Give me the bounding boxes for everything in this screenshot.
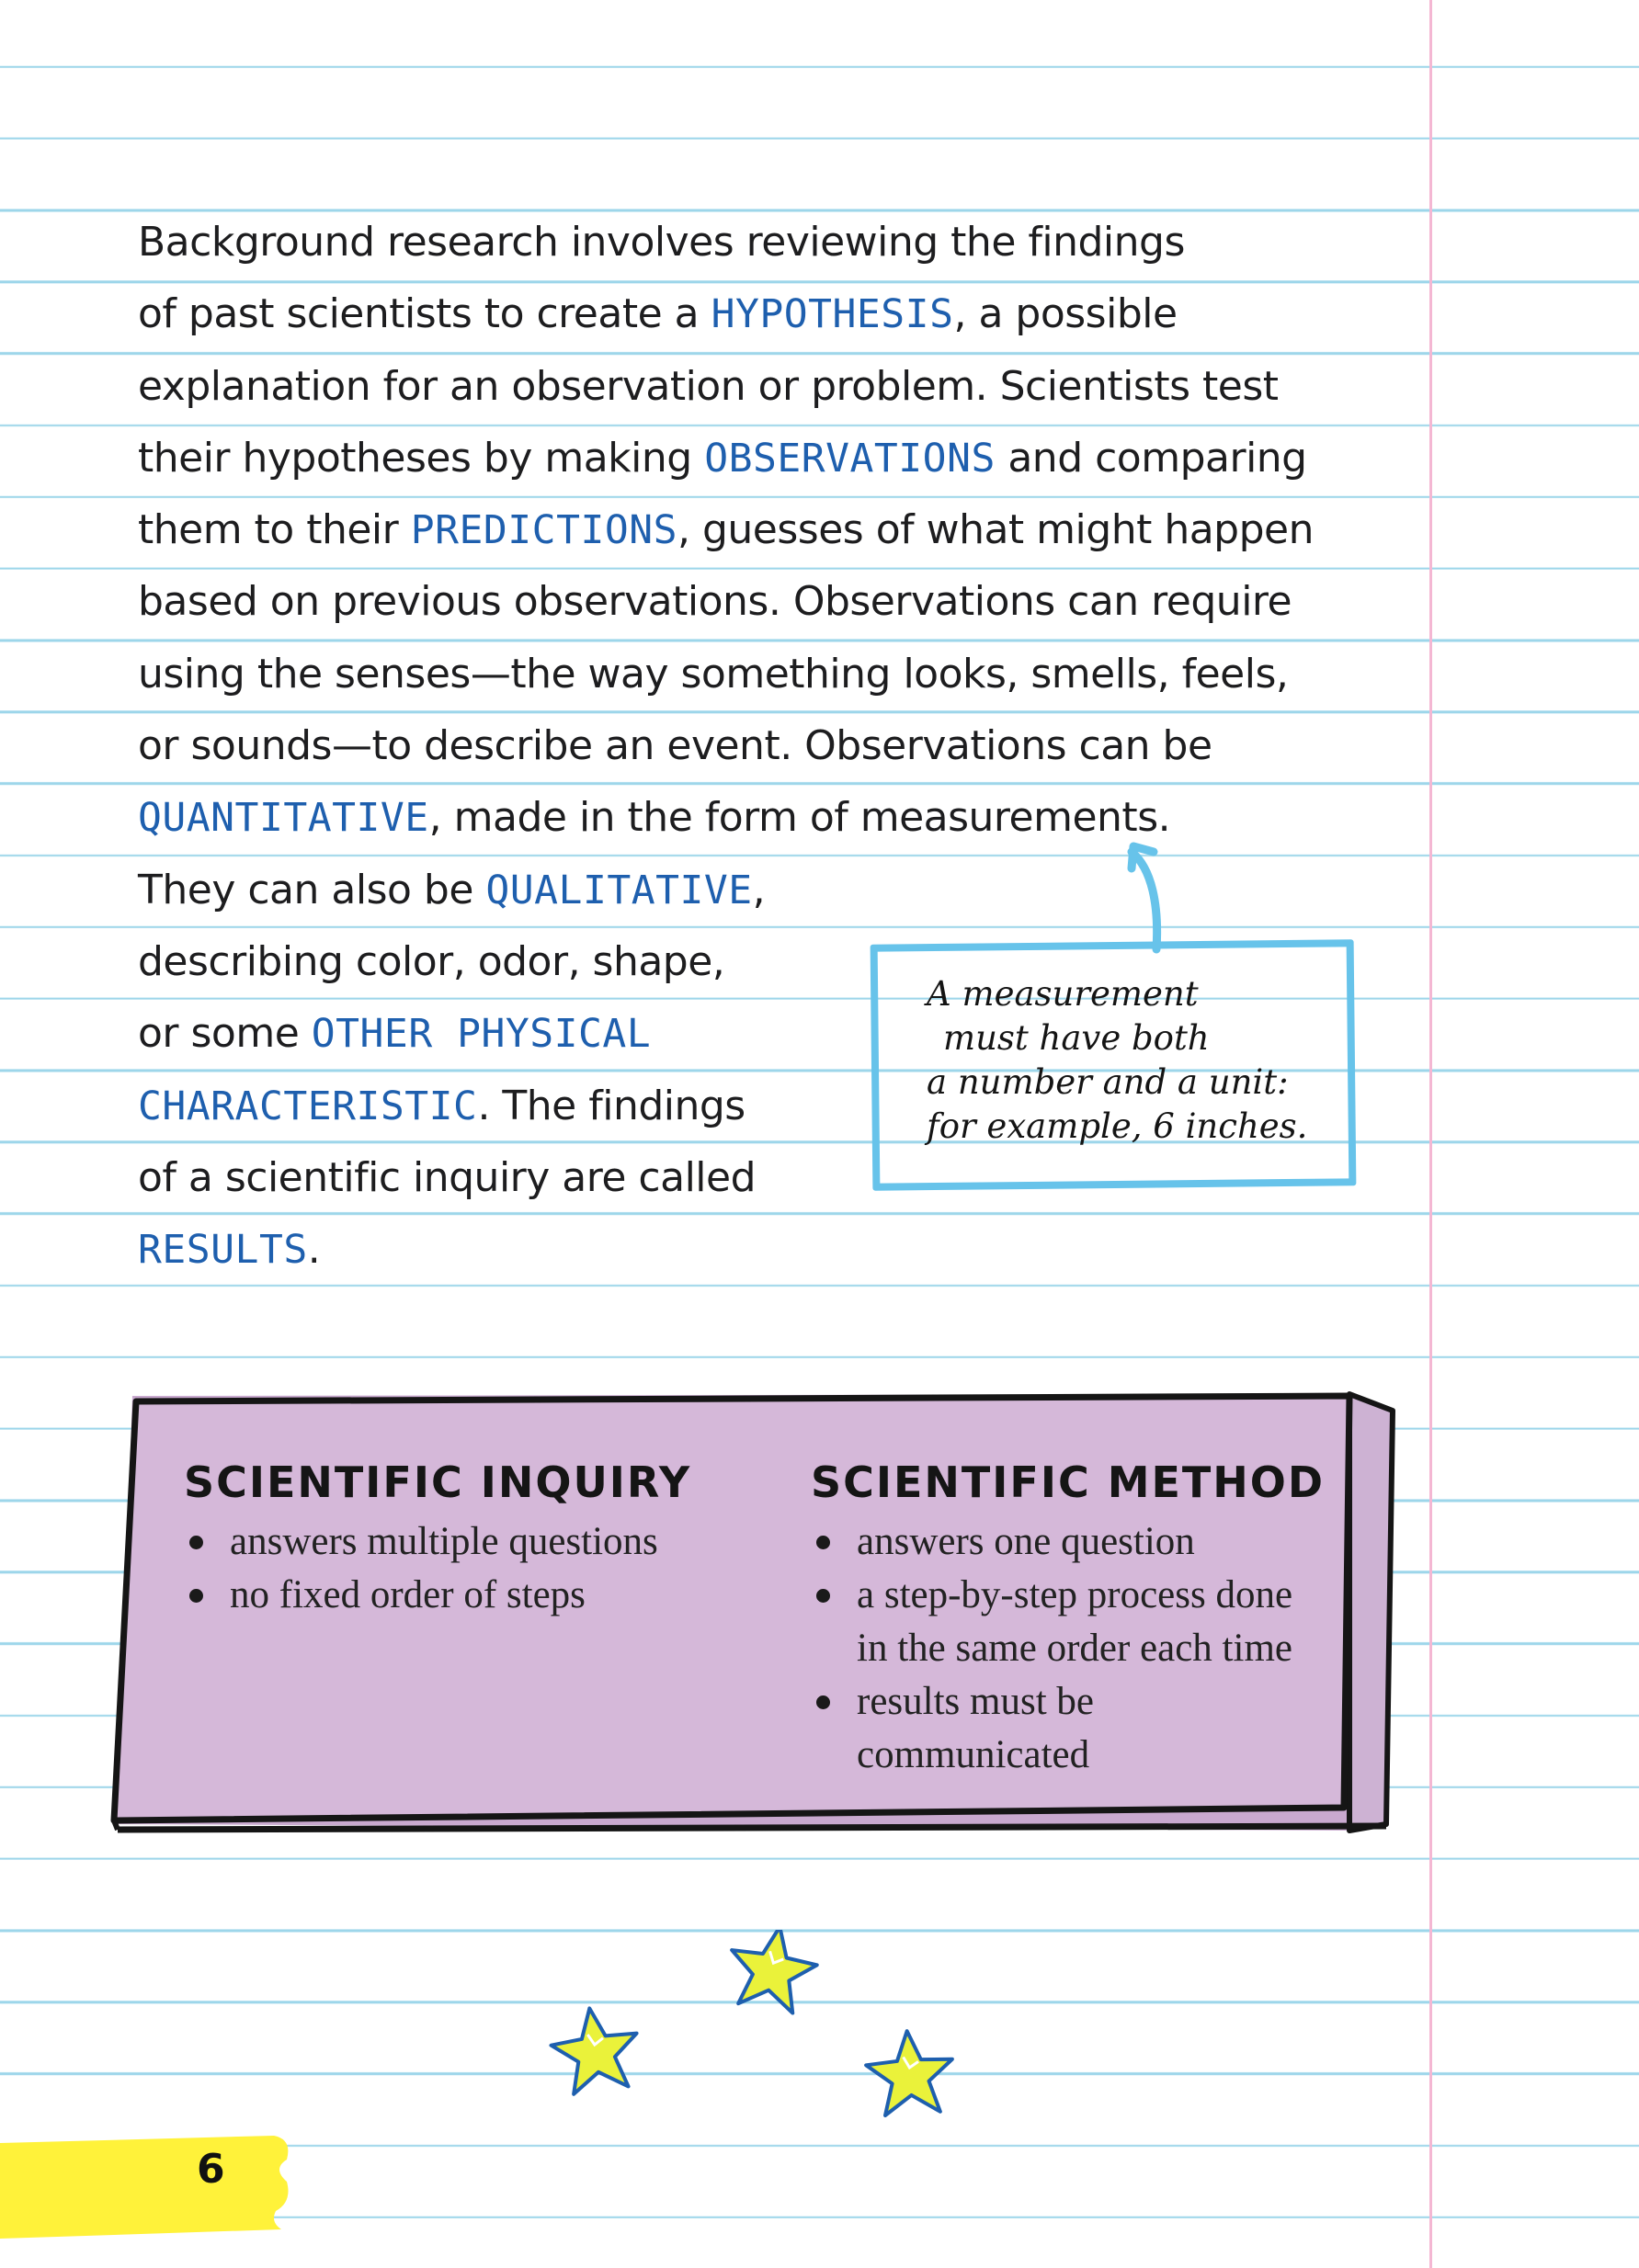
method-title: SCIENTIFIC METHOD [811,1457,1326,1507]
text-segment: based on previous observations. Observations can require [138,578,1292,626]
term-quantitative: QUANTITATIVE [138,795,429,842]
star-icon [723,1930,822,2016]
text-segment: them to their [138,506,411,554]
text-segment: Background research involves reviewing the findings [138,219,1185,266]
paragraph-line [138,639,1406,710]
text-segment: , [752,866,766,913]
paragraph-line [138,782,1406,854]
term-other-physical: OTHER PHYSICAL [311,1011,652,1058]
paragraph-line [138,566,1406,638]
paragraph-line [138,710,1406,782]
text-segment: or sounds—to describe an event. Observations can be [138,722,1212,770]
page-number: 6 [197,2146,225,2193]
scientific-method-column [811,1457,1326,1782]
star-icon [864,2028,956,2116]
star-decorations [542,1930,965,2150]
term-results: RESULTS [138,1227,308,1274]
text-segment: using the senses—the way something looks, smells, feels, [138,650,1289,697]
list-item: answers one question [811,1515,1326,1569]
list-item: no fixed order of steps [184,1569,754,1622]
paragraph-line [138,278,1406,350]
page-number-highlight [0,2130,294,2240]
text-segment: explanation for an observation or problem. Scientists test [138,362,1279,410]
text-segment: and comparing [995,434,1307,482]
paragraph-line [138,423,1406,494]
inquiry-list [184,1515,754,1622]
text-segment: of a scientific inquiry are called [138,1153,757,1201]
note-line: for example, 6 inches. [927,1106,1308,1146]
method-list [811,1515,1326,1782]
text-segment: They can also be [138,866,486,913]
inquiry-title: SCIENTIFIC INQUIRY [184,1457,692,1507]
term-qualitative: QUALITATIVE [485,867,753,913]
text-segment: , a possible [953,290,1178,338]
star-icon [547,2002,644,2096]
notebook-margin-line [1429,0,1432,2268]
text-segment: . The findings [477,1082,746,1129]
note-line: a number and a unit: [927,1062,1289,1102]
note-line: must have both [943,1018,1210,1058]
list-item: answers multiple questions [184,1515,754,1569]
measurement-note [927,972,1349,1149]
list-item: results must be communicated [811,1675,1326,1782]
paragraph-line [138,351,1406,423]
scientific-inquiry-column [184,1457,754,1622]
term-characteristic: CHARACTERISTIC [138,1083,478,1129]
text-segment: describing color, odor, shape, [138,937,725,985]
text-segment: , guesses of what might happen [677,506,1314,554]
paragraph-line [138,855,1406,926]
text-segment: or some [138,1010,312,1058]
text-segment: , made in the form of measurements. [428,794,1171,842]
note-line: A measurement [927,974,1199,1014]
paragraph-line [138,207,1406,278]
list-item: a step-by-step process done in the same order each time [811,1569,1326,1675]
term-hypothesis: HYPOTHESIS [711,291,954,338]
term-observations: OBSERVATIONS [704,435,996,482]
paragraph-line [138,494,1406,566]
term-predictions: PREDICTIONS [410,507,678,554]
text-segment: their hypotheses by making [138,434,705,482]
text-segment: . [307,1226,321,1274]
paragraph-line [138,1214,1406,1286]
text-segment: of past scientists to create a [138,290,711,338]
